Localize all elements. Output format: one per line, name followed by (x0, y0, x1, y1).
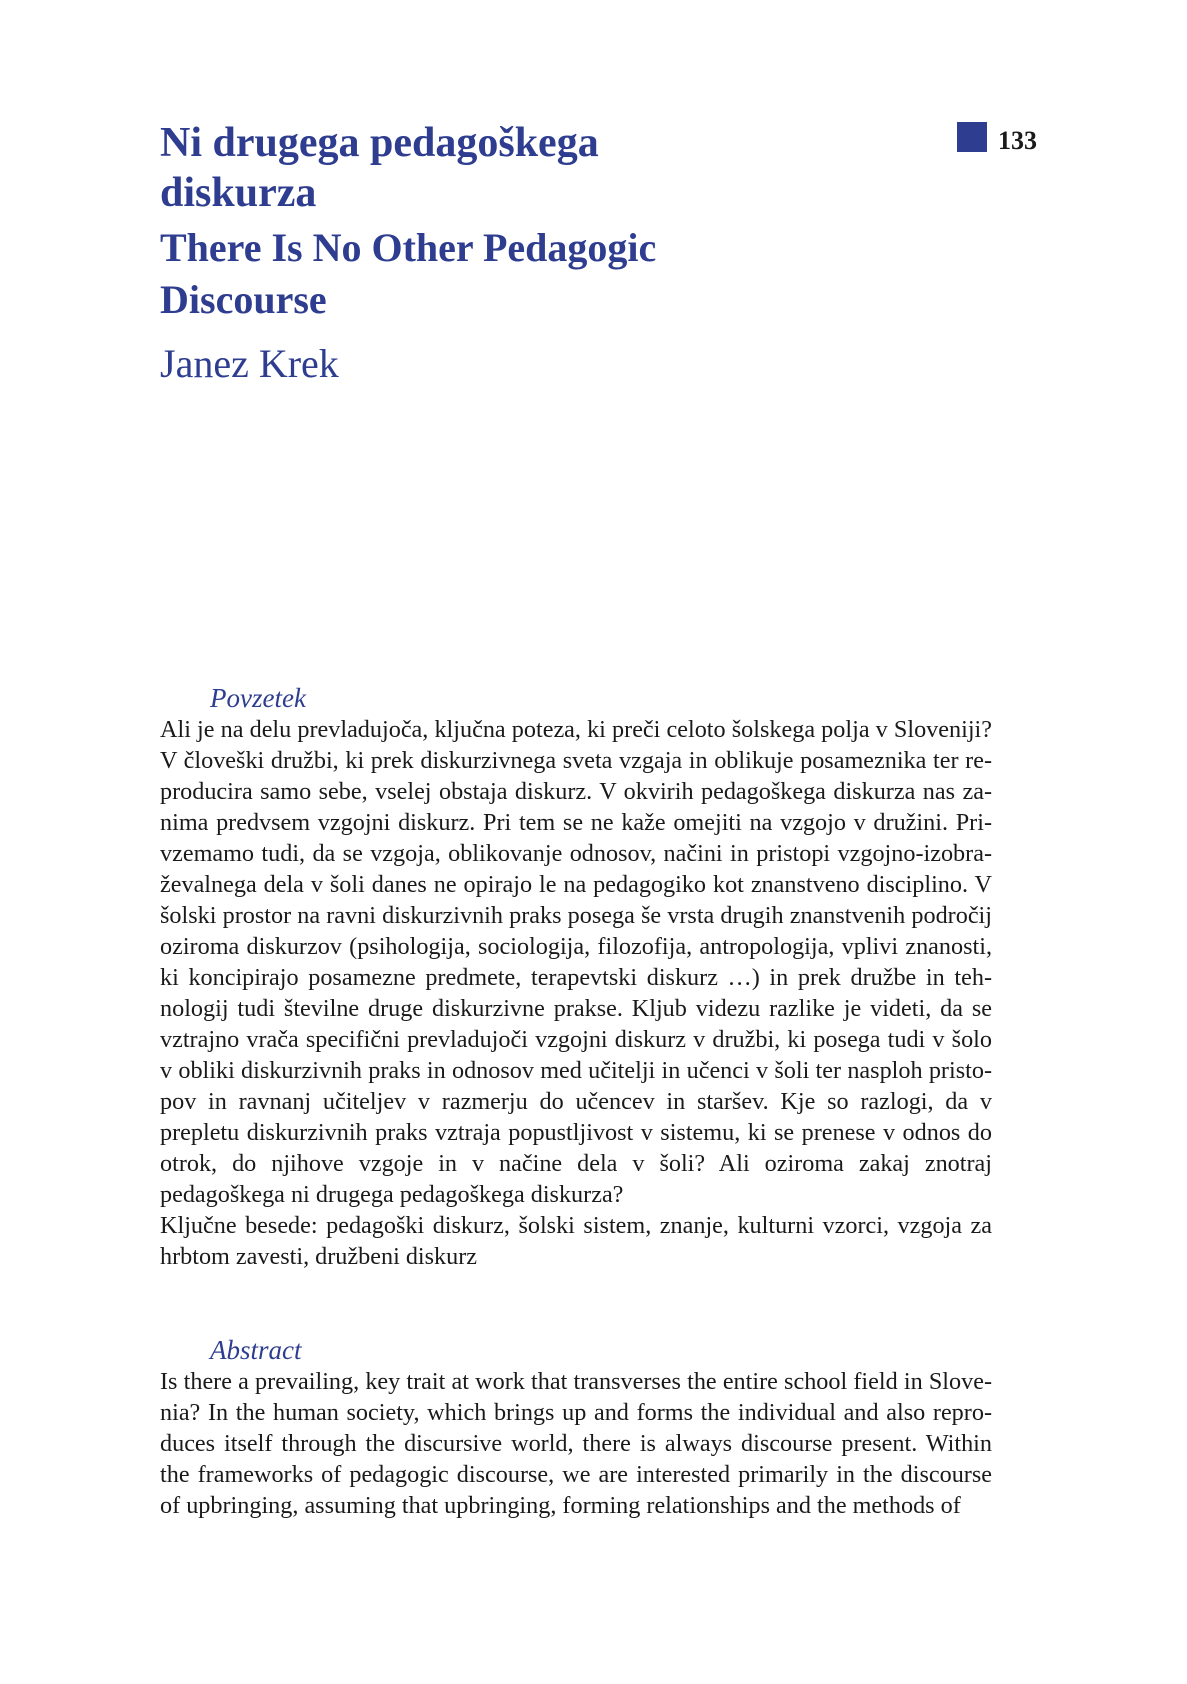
page-marker-square (957, 122, 987, 152)
abstract-heading-en: Abstract (210, 1335, 302, 1365)
abstract-heading-sl: Povzetek (210, 683, 306, 713)
keywords-sl: Ključne besede: pedagoški diskurz, šolski sistem, znanje, kulturni vzorci, vzgoja za hrbtom zavesti, družbeni diskurz (160, 1212, 992, 1270)
page-number: 133 (998, 126, 1037, 155)
article-subtitle: There Is No Other Pedagogic Discourse (160, 225, 657, 322)
abstract-text-sl: Ali je na delu prevladujoča, ključna poteza, ki preči celoto šolskega polja v Sloveniji? V človeški družbi, ki prek diskurzivnega sveta vzgaja in oblikuje posameznika ter reproducira samo sebe, vselej obstaja diskurz. V okvirih pedagoškega diskurza nas zanima predvsem vzgojni diskurz. Pri tem se ne kaže omejiti na vzgojo v družini. Privzemamo tudi, da se vzgoja, oblikovanje odnosov, načini in pristopi vzgojno-izobraževalnega dela v šoli danes ne opirajo le na pedagogiko kot znanstveno disciplino. V šolski prostor na ravni diskurzivnih praks posega še vrsta drugih znanstvenih področij oziroma diskurzov (psihologija, sociologija, filozofija, antropologija, vplivi znanosti, ki koncipirajo posamezne predmete, terapevtski diskurz …) in prek družbe in tehnologij tudi številne druge diskurzivne prakse. Kljub videzu razlike je videti, da se vztrajno vrača specifični prevladujoči vzgojni diskurz v družbi, ki posega tudi v šolo v obliki diskurzivnih praks in odnosov med učitelji in učenci v šoli ter nasploh pristopov in ravnanj učiteljev v razmerju do učencev in staršev. Kje so razlogi, da v prepletu diskurzivnih praks vztraja popustljivost v sistemu, ki se prenese v odnos do otrok, do njihove vzgoje in v načine dela v šoli? Ali oziroma zakaj znotraj pedagoškega ni drugega pedagoškega diskurza? (160, 716, 992, 1208)
article-title: Ni drugega pedagoškega diskurza (160, 120, 599, 216)
abstract-english (160, 1334, 992, 1521)
abstract-slovene (160, 682, 992, 1272)
author-name: Janez Krek (160, 341, 339, 386)
abstract-text-en: Is there a prevailing, key trait at work that transverses the entire school field in Slovenia? In the human society, which brings up and forms the individual and also reproduces itself through the discursive world, there is always discourse present. Within the frameworks of pedagogic discourse, we are interested primarily in the discourse of upbringing, assuming that upbringing, forming relationships and the methods of (160, 1368, 992, 1519)
